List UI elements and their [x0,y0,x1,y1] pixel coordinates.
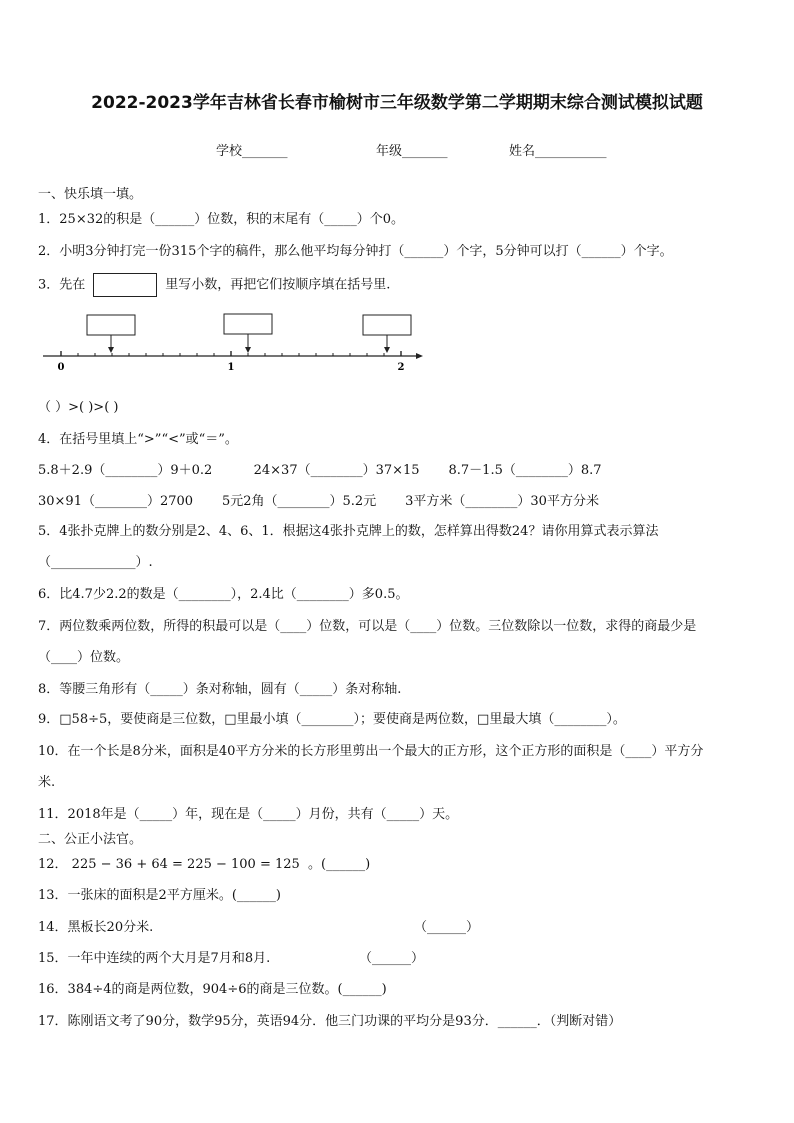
number-line-box-3 [363,315,411,335]
number-line-box-2 [224,314,272,334]
exam-title: 2022-2023学年吉林省长春市榆树市三年级数学第二学期期末综合测试模拟试题 [91,93,703,113]
question-8: 8．等腰三角形有（_____）条对称轴，圆有（_____）条对称轴. [38,682,402,697]
number-line-label-1: 1 [227,362,235,373]
question-14-answer: （______） [414,920,480,935]
question-12: 12． 225 − 36 + 64 = 225 − 100 = 125 。(______) [38,857,371,872]
question-2: 2．小明3分钟打完一份315个字的稿件，那么他平均每分钟打（______）个字，5分钟可以打（______）个字。 [38,244,673,259]
arrow-1 [108,347,114,353]
question-14: 14．黑板长20分米. [38,920,154,935]
question-17: 17．陈刚语文考了90分，数学95分，英语94分．他三门功课的平均分是93分．______．（判断对错） [38,1014,622,1029]
number-line [38,310,428,380]
school-field: 学校_______ [216,144,288,159]
question-4-row-2: 30×91（________）2700 5元2角（________）5.2元 3平方米（________）30平方分米 [38,494,599,509]
number-line-ticks [61,351,401,356]
arrow-3 [384,347,390,353]
question-6: 6．比4.7少2.2的数是（________），2.4比（________）多0.5。 [38,587,409,602]
question-3-answer: （ ）>( )>( ) [38,400,119,415]
name-field: 姓名___________ [509,144,607,159]
question-9: 9．□58÷5，要使商是三位数，□里最小填（________）；要使商是两位数，□里最大填（________）。 [38,712,626,727]
answer-box [93,273,157,297]
grade-field: 年级_______ [376,144,448,159]
question-3-text-b: 里写小数，再把它们按顺序填在括号里. [165,277,391,293]
question-16: 16．384÷4的商是两位数，904÷6的商是三位数。(______) [38,982,387,997]
number-line-label-0: 0 [57,362,65,373]
question-11: 11．2018年是（_____）年，现在是（_____）月份，共有（_____）天。 [38,807,459,822]
question-7-continued: （____）位数。 [38,650,130,665]
question-10-continued: 米. [38,775,56,790]
question-15: 15．一年中连续的两个大月是7月和8月. [38,951,271,966]
section-1-heading: 一、快乐填一填。 [38,187,143,202]
question-13: 13．一张床的面积是2平方厘米。(______) [38,888,281,903]
question-4-row-1: 5.8＋2.9（________）9＋0.2 24×37（________）37×15 8.7－1.5（________）8.7 [38,463,602,478]
question-4: 4．在括号里填上“>”“<”或“＝”。 [38,432,238,447]
question-5: 5．4张扑克牌上的数分别是2、4、6、1．根据这4张扑克牌上的数，怎样算出得数24？请你用算式表示算法 [38,524,659,539]
number-line-box-1 [87,315,135,335]
question-7: 7．两位数乘两位数，所得的积最可以是（____）位数，可以是（____）位数。三位数除以一位数，求得的商最少是 [38,619,697,634]
question-3-text-a: 3．先在 [38,277,86,293]
section-2-heading: 二、公正小法官。 [38,832,143,847]
number-line-label-2: 2 [397,362,405,373]
question-10: 10．在一个长是8分米，面积是40平方分米的长方形里剪出一个最大的正方形，这个正方形的面积是（____）平方分 [38,744,704,759]
question-3 [38,273,390,298]
arrow-2 [245,347,251,353]
question-5-answer: （_____________）. [38,555,153,570]
question-15-answer: （______） [359,951,425,966]
question-1: 1．25×32的积是（______）位数，积的末尾有（_____）个0。 [38,212,405,227]
